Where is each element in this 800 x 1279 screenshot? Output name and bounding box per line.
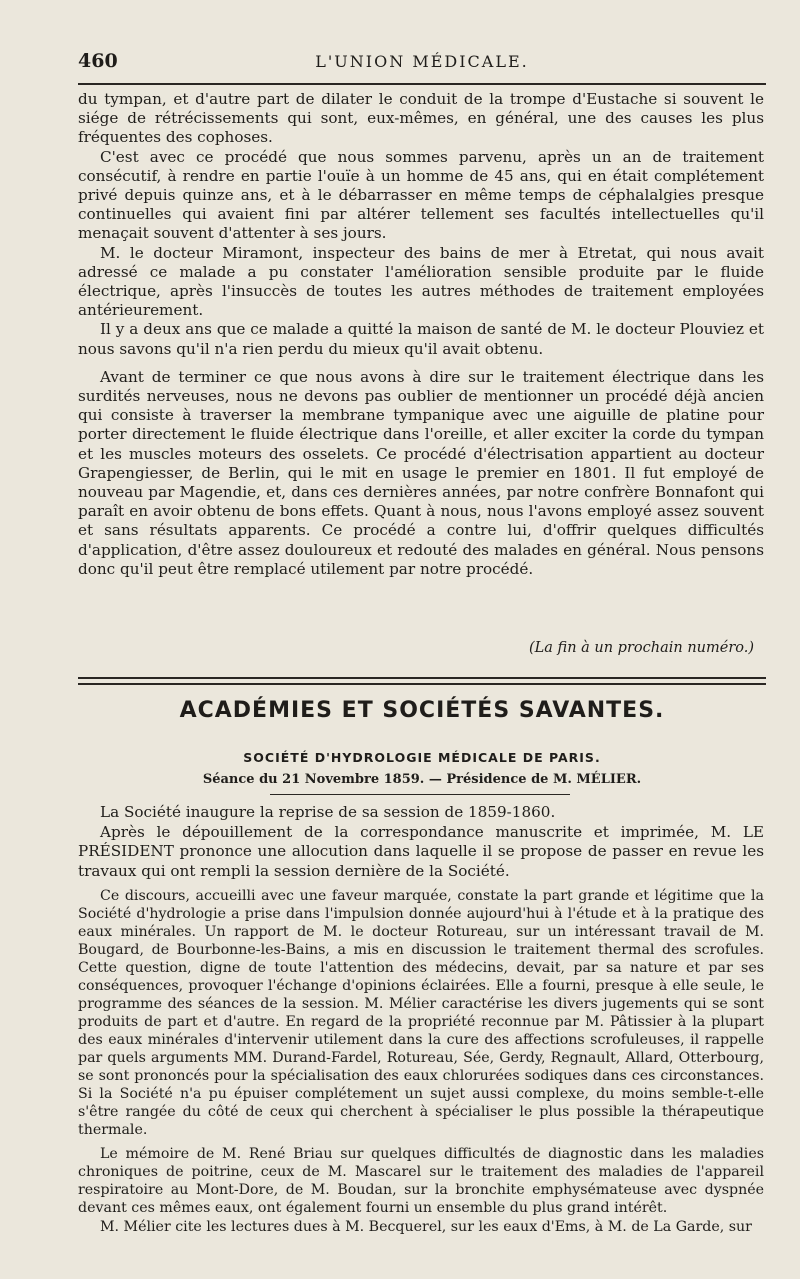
- paragraph: La Société inaugure la reprise de sa session de 1859-1860.: [100, 803, 556, 821]
- section-rule-bottom: [78, 683, 766, 685]
- section-rule-top: [78, 677, 766, 679]
- paragraph: Avant de terminer ce que nous avons à dire sur le traitement électrique dans les surdités nerveuses, nous ne devons pas oublier de mentionner un procédé déjà ancien qui consiste à traverser la membrane tympanique avec une aiguille de platine pour porter directement le fluide électrique dans l'oreille, et aller exciter la corde du tympan et les muscles moteurs des osselets. Ce procédé d'électrisation appartient au docteur Grapengiesser, de Berlin, qui le mit en usage le premier en 1801. Il fut employé de nouveau par Magendie, et, dans ces dernières années, par notre confrère Bonnafont qui paraît en avoir obtenu de bons effets. Quant à nous, nous l'avons employé assez souvent et sans résultats apparents. Ce procédé a contre lui, d'offrir quelques difficultés d'application, d'être assez douloureux et redouté des malades en général. Nous pensons donc qu'il peut être remplacé utilement par notre procédé.: [78, 367, 764, 578]
- society-report: [78, 802, 764, 1236]
- paragraph: Ce discours, accueilli avec une faveur marquée, constate la part grande et légitime que la Société d'hydrologie a prise dans l'impulsion donnée aujourd'hui à l'étude et à la pratique des eaux minérales. Un rapport de M. le docteur Rotureau, sur un intéressant travail de M. Bougard, de Bourbonne-les-Bains, a mis en discussion le traitement thermal des scrofules. Cette question, digne de toute l'attention des médecins, devait, par sa nature et par ses conséquences, provoquer l'échange d'opinions éclairées. Elle a fourni, presque à elle seule, le programme des séances de la session. M. Mélier caractérise les divers jugements qui se sont produits de part et d'autre. En regard de la propriété reconnue par M. Pâtissier à la plupart des eaux minérales d'intervenir utilement dans la cure des affections scrofuleuses, il rappelle par quels arguments MM. Durand-Fardel, Rotureau, Sée, Gerdy, Regnault, Allard, Otterbourg, se sont prononcés pour la spécialisation des eaux chlorurées sodiques dans ces circonstances. Si la Société n'a pu épuiser complétement un sujet aussi complexe, du moins semble-t-elle s'être rangée du côté de ceux qui cherchent à spécialiser le plus possible la thérapeutique thermale.: [78, 887, 764, 1138]
- page-header: [78, 50, 766, 76]
- paragraph: C'est avec ce procédé que nous sommes parvenu, après un an de traitement consécutif, à rendre en partie l'ouïe à un homme de 45 ans, qui en était complétement privé depuis quinze ans, et à le débarrasser en même temps de céphalalgies presque continuelles qui avaient fini par altérer tellement ses facultés intellectuelles qu'il menaçait souvent d'attenter à ses jours.: [78, 147, 764, 243]
- session-rule: [270, 794, 570, 795]
- header-rule: [78, 83, 766, 85]
- continuation-note: (La fin à un prochain numéro.): [528, 640, 754, 656]
- paragraph: du tympan, et d'autre part de dilater le conduit de la trompe d'Eustache si souvent le siége de rétrécissements qui sont, eux-mêmes, en général, une des causes les plus fréquentes des cophoses.: [78, 90, 764, 147]
- paragraph: Le mémoire de M. René Briau sur quelques difficultés de diagnostic dans les maladies chroniques de poitrine, ceux de M. Mascarel sur le traitement des maladies de l'appareil respiratoire au Mont-Dore, de M. Boudan, sur la bronchite emphysémateuse avec dyspnée devant ces mêmes eaux, ont également fourni un ensemble du plus grand intérêt.: [78, 1145, 764, 1216]
- session-line: Séance du 21 Novembre 1859. — Présidence de M. MÉLIER.: [202, 772, 642, 787]
- page-number: 460: [78, 50, 118, 72]
- article-continuation: [78, 90, 764, 579]
- paragraph: Il y a deux ans que ce malade a quitté la maison de santé de M. le docteur Plouviez et nous savons qu'il n'a rien perdu du mieux qu'il avait obtenu.: [78, 320, 764, 358]
- section-title: ACADÉMIES ET SOCIÉTÉS SAVANTES.: [179, 698, 665, 723]
- paragraph: Après le dépouillement de la correspondance manuscrite et imprimée, M. LE PRÉSIDENT prononce une allocution dans laquelle il se propose de passer en revue les travaux qui ont rempli la session dernière de la Société.: [78, 823, 764, 880]
- running-title: L'UNION MÉDICALE.: [315, 52, 529, 71]
- paragraph: M. Mélier cite les lectures dues à M. Becquerel, sur les eaux d'Ems, à M. de La Garde, sur: [100, 1218, 752, 1235]
- society-title: SOCIÉTÉ D'HYDROLOGIE MÉDICALE DE PARIS.: [243, 750, 601, 765]
- paragraph: M. le docteur Miramont, inspecteur des bains de mer à Etretat, qui nous avait adressé ce malade a pu constater l'amélioration sensible produite par le fluide électrique, après l'insuccès de toutes les autres méthodes de traitement employées antérieurement.: [78, 243, 764, 320]
